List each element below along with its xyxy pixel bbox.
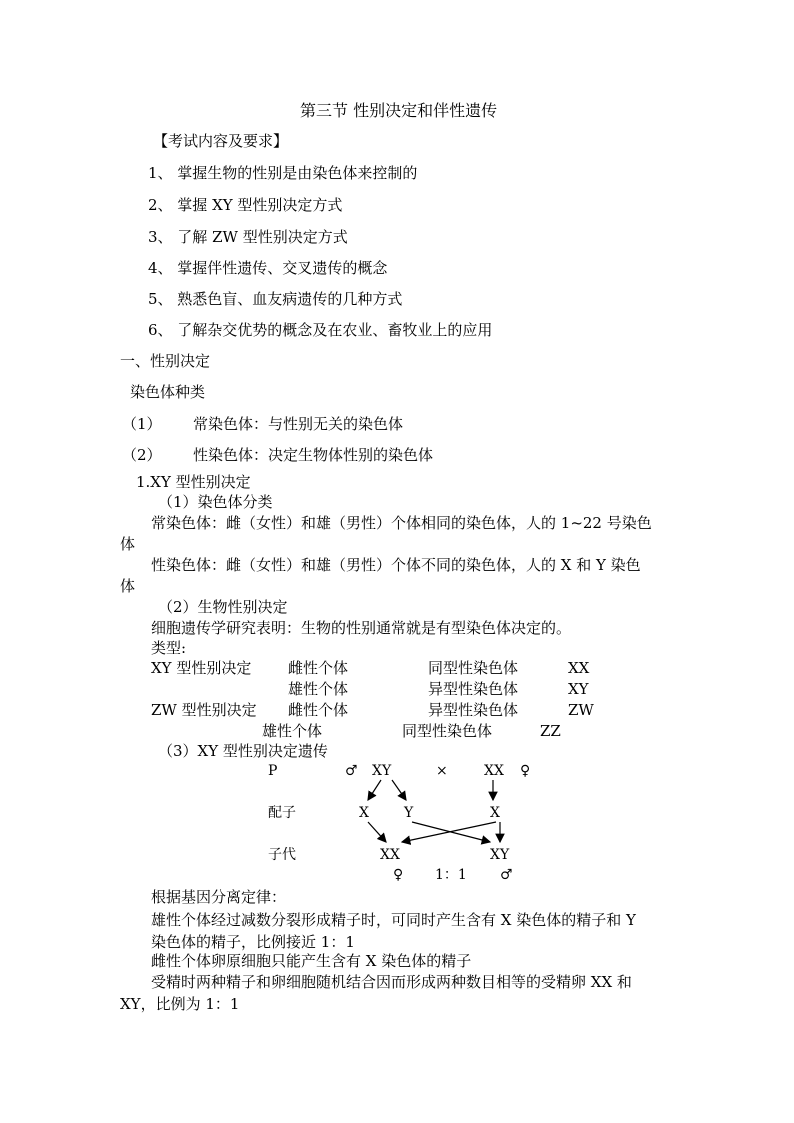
ratio: 1：1 bbox=[435, 867, 467, 883]
sex-chromosome-line: 性染色体：雌（女性）和雄（男性）个体不同的染色体，人的 X 和 Y 染色 bbox=[151, 556, 641, 574]
inheritance-diagram bbox=[260, 758, 530, 888]
type2-text: 性染色体：决定生物体性别的染色体 bbox=[193, 446, 434, 464]
exam-item: 1、 掌握生物的性别是由染色体来控制的 bbox=[148, 164, 418, 182]
gamete-label: 配子 bbox=[268, 805, 296, 821]
female-genotype: XX bbox=[484, 763, 504, 779]
female-symbol: ♀ bbox=[520, 763, 531, 779]
arrow-male-to-y bbox=[392, 780, 406, 800]
exam-item: 6、 了解杂交优势的概念及在农业、畜牧业上的应用 bbox=[148, 321, 493, 339]
xy-heading: 1.XY 型性别决定 bbox=[136, 473, 251, 491]
gamete-x-male: X bbox=[359, 805, 369, 821]
autosome-line: 常染色体：雌（女性）和雄（男性）个体相同的染色体，人的 1~22 号染色 bbox=[151, 514, 652, 532]
table-cell: 雄性个体 bbox=[288, 680, 349, 698]
law-line-wrap: XY，比例为 1：1 bbox=[120, 995, 240, 1013]
male-genotype: XY bbox=[372, 763, 392, 779]
table-cell: 雌性个体 bbox=[288, 659, 349, 677]
arrow-x-to-xx bbox=[368, 822, 386, 842]
cross-symbol: × bbox=[436, 763, 448, 779]
p-label: P bbox=[268, 763, 278, 779]
offspring-xy: XY bbox=[490, 847, 510, 863]
law-line-wrap: 染色体的精子，比例接近 1：1 bbox=[151, 933, 355, 951]
table-cell: 异型性染色体 bbox=[428, 680, 519, 698]
table-cell: 雄性个体 bbox=[262, 722, 323, 740]
table-cell: XX bbox=[568, 659, 590, 677]
law-line: 雌性个体卵原细胞只能产生含有 X 染色体的精子 bbox=[151, 952, 472, 970]
law-heading: 根据基因分离定律： bbox=[151, 888, 287, 906]
section-heading: 一、性别决定 bbox=[120, 352, 211, 370]
gamete-y: Y bbox=[404, 805, 414, 821]
page-title: 第三节 性别决定和伴性遗传 bbox=[300, 101, 498, 120]
exam-item: 3、 了解 ZW 型性别决定方式 bbox=[148, 228, 348, 246]
arrow-fx-to-xx bbox=[402, 822, 496, 842]
chromosome-types: 染色体种类 bbox=[130, 383, 206, 401]
table-cell: 异型性染色体 bbox=[428, 701, 519, 719]
exam-heading: 【考试内容及要求】 bbox=[153, 132, 289, 150]
table-cell: ZZ bbox=[540, 722, 561, 740]
genetics-line: 细胞遗传学研究表明：生物的性别通常就是有型染色体决定的。 bbox=[151, 619, 572, 637]
table-cell: 同型性染色体 bbox=[402, 722, 493, 740]
exam-item: 5、 熟悉色盲、血友病遗传的几种方式 bbox=[148, 290, 403, 308]
table-cell: XY 型性别决定 bbox=[151, 659, 252, 677]
autosome-line-wrap: 体 bbox=[120, 535, 136, 553]
law-line: 雄性个体经过减数分裂形成精子时，可同时产生含有 X 染色体的精子和 Y bbox=[151, 911, 636, 929]
subheading-2: （2）生物性别决定 bbox=[158, 598, 288, 616]
exam-item: 4、 掌握伴性遗传、交叉遗传的概念 bbox=[148, 259, 388, 277]
offspring-label: 子代 bbox=[268, 847, 296, 863]
exam-item: 2、 掌握 XY 型性别决定方式 bbox=[148, 196, 343, 214]
table-cell: 同型性染色体 bbox=[428, 659, 519, 677]
offspring-male-symbol: ♂ bbox=[500, 867, 513, 883]
male-symbol: ♂ bbox=[345, 763, 358, 779]
gamete-x-female: X bbox=[490, 805, 500, 821]
offspring-female-symbol: ♀ bbox=[393, 867, 404, 883]
arrow-male-to-x bbox=[368, 780, 381, 800]
subheading-1: （1）染色体分类 bbox=[158, 493, 273, 511]
offspring-xx: XX bbox=[380, 847, 400, 863]
type2-number: （2） bbox=[122, 446, 162, 464]
types-label: 类型: bbox=[151, 639, 187, 657]
table-cell: ZW bbox=[568, 701, 594, 719]
type1-number: （1） bbox=[122, 415, 162, 433]
table-cell: XY bbox=[568, 680, 589, 698]
type1-text: 常染色体：与性别无关的染色体 bbox=[193, 415, 404, 433]
subheading-3: （3）XY 型性别决定遗传 bbox=[158, 742, 328, 760]
table-cell: ZW 型性别决定 bbox=[151, 701, 257, 719]
sex-chromosome-line-wrap: 体 bbox=[120, 577, 136, 595]
table-cell: 雌性个体 bbox=[288, 701, 349, 719]
law-line: 受精时两种精子和卵细胞随机结合因而形成两种数目相等的受精卵 XX 和 bbox=[151, 973, 632, 991]
